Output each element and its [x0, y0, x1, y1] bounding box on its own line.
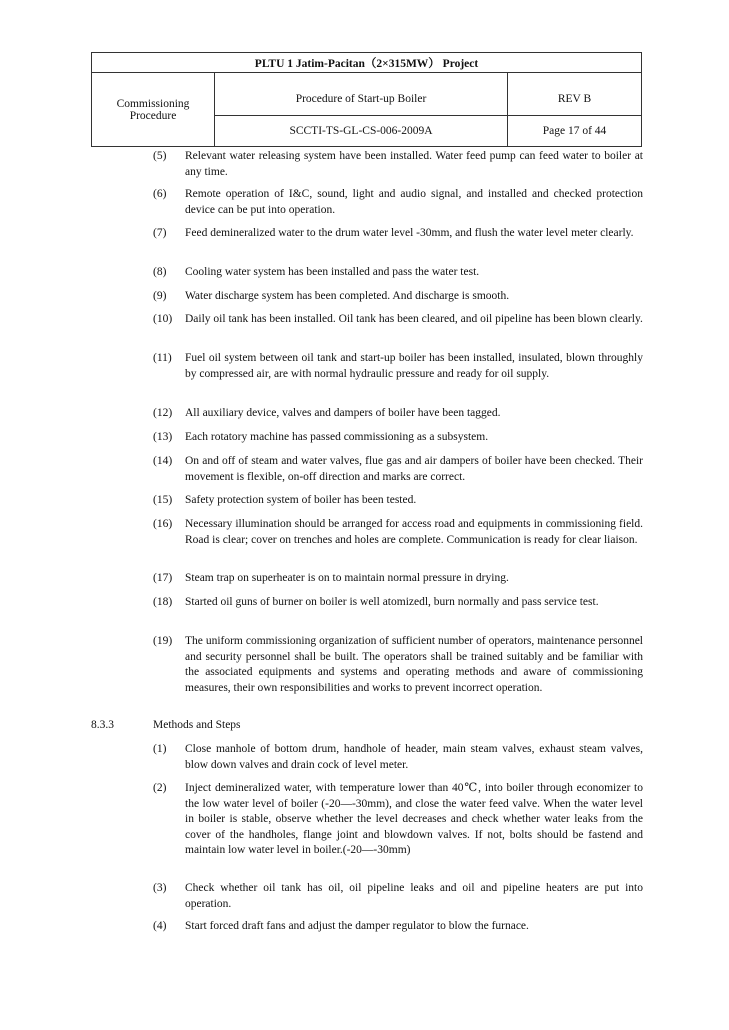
- item-number: (10): [153, 313, 173, 325]
- list-item: [153, 187, 643, 218]
- item-text: On and off of steam and water valves, flue gas and air dampers of boiler have been checked. Their movement is flexible, on-off direction and marks are correct.: [185, 455, 643, 483]
- list-item: [153, 634, 643, 696]
- list-item: [153, 517, 643, 548]
- item-number: (5): [153, 150, 167, 162]
- list-item: [153, 406, 643, 422]
- item-text: Close manhole of bottom drum, handhole of header, main steam valves, exhaust steam valves, blow down valves and drain cock of level meter.: [185, 743, 643, 771]
- item-number: (13): [153, 431, 173, 443]
- item-number: (2): [153, 782, 167, 794]
- item-text: Inject demineralized water, with temperature lower than 40℃, into boiler through economizer to the low water level of boiler (-20—-30mm), and close the water feed valve. When the water level in boiler is stable, observe whether the level decreases and check whether water leaks from the cover of the handholes, flange joint and blowdown valves. If not, bolts should be fastend and maintain low water level in boiler.(-20—-30mm): [185, 782, 643, 856]
- document-header: [91, 52, 642, 147]
- section-title: Methods and Steps: [153, 719, 241, 731]
- item-number: (17): [153, 572, 173, 584]
- item-text: Cooling water system has been installed and pass the water test.: [185, 266, 480, 278]
- item-text: Daily oil tank has been installed. Oil tank has been cleared, and oil pipeline has been blown clearly.: [185, 313, 643, 325]
- list-item: [153, 289, 643, 305]
- item-text: The uniform commissioning organization of sufficient number of operators, maintenance personnel and security personnel shall be built. The operators shall be trained suitably and be familiar with the associated equipments and systems and operating methods and aware of commissioning measures, their own responsibilities and works to prevent incorrect operation.: [185, 635, 643, 694]
- item-text: Remote operation of I&C, sound, light and audio signal, and installed and checked protection device can be put into operation.: [185, 188, 643, 216]
- item-text: Feed demineralized water to the drum water level -30mm, and flush the water level meter clearly.: [185, 227, 634, 239]
- item-text: Necessary illumination should be arranged for access road and equipments in commissioning field. Road is clear; cover on trenches and holes are complete. Communication is ready for clear liaison.: [185, 518, 643, 546]
- list-item: [153, 226, 643, 242]
- list-item: [153, 742, 643, 773]
- list-item: [153, 149, 643, 180]
- list-item: [153, 595, 643, 611]
- project-title: PLTU 1 Jatim-Pacitan（2×315MW） Project: [92, 53, 642, 73]
- item-text: All auxiliary device, valves and dampers of boiler have been tagged.: [185, 407, 501, 419]
- list-item: [153, 351, 643, 382]
- item-number: (8): [153, 266, 167, 278]
- item-text: Start forced draft fans and adjust the damper regulator to blow the furnace.: [185, 920, 529, 932]
- list-item: [153, 571, 643, 587]
- item-text: Steam trap on superheater is on to maintain normal pressure in drying.: [185, 572, 509, 584]
- item-text: Safety protection system of boiler has been tested.: [185, 494, 417, 506]
- item-number: (9): [153, 290, 167, 302]
- item-number: (3): [153, 882, 167, 894]
- item-text: Started oil guns of burner on boiler is well atomizedl, burn normally and pass service test.: [185, 596, 599, 608]
- list-item: [153, 493, 643, 509]
- list-item: [153, 430, 643, 446]
- item-text: Relevant water releasing system have been installed. Water feed pump can feed water to boiler at any time.: [185, 150, 643, 178]
- item-text: Check whether oil tank has oil, oil pipeline leaks and oil and pipeline heaters are put into operation.: [185, 882, 643, 910]
- list-item: [153, 781, 643, 859]
- item-number: (19): [153, 635, 173, 647]
- doc-title: Procedure of Start-up Boiler: [215, 73, 508, 116]
- list-item: [153, 919, 643, 935]
- section-number: 8.3.3: [91, 719, 114, 731]
- list-item: [153, 265, 643, 281]
- list-item: [153, 881, 643, 912]
- item-number: (7): [153, 227, 167, 239]
- revision: REV B: [508, 73, 642, 116]
- item-text: Water discharge system has been completed. And discharge is smooth.: [185, 290, 510, 302]
- item-text: Each rotatory machine has passed commissioning as a subsystem.: [185, 431, 489, 443]
- item-number: (6): [153, 188, 167, 200]
- item-number: (15): [153, 494, 173, 506]
- item-number: (18): [153, 596, 173, 608]
- page-number: Page 17 of 44: [508, 116, 642, 147]
- doc-number: SCCTI-TS-GL-CS-006-2009A: [215, 116, 508, 147]
- item-number: (12): [153, 407, 173, 419]
- item-number: (4): [153, 920, 167, 932]
- list-item: [153, 454, 643, 485]
- item-number: (1): [153, 743, 167, 755]
- header-left-label: Commissioning Procedure: [92, 73, 215, 147]
- list-item: [153, 312, 643, 328]
- item-number: (14): [153, 455, 173, 467]
- item-number: (11): [153, 352, 172, 364]
- item-number: (16): [153, 518, 173, 530]
- item-text: Fuel oil system between oil tank and start-up boiler has been installed, insulated, blown throughly by compressed air, are with normal hydraulic pressure and ready for oil supply.: [185, 352, 643, 380]
